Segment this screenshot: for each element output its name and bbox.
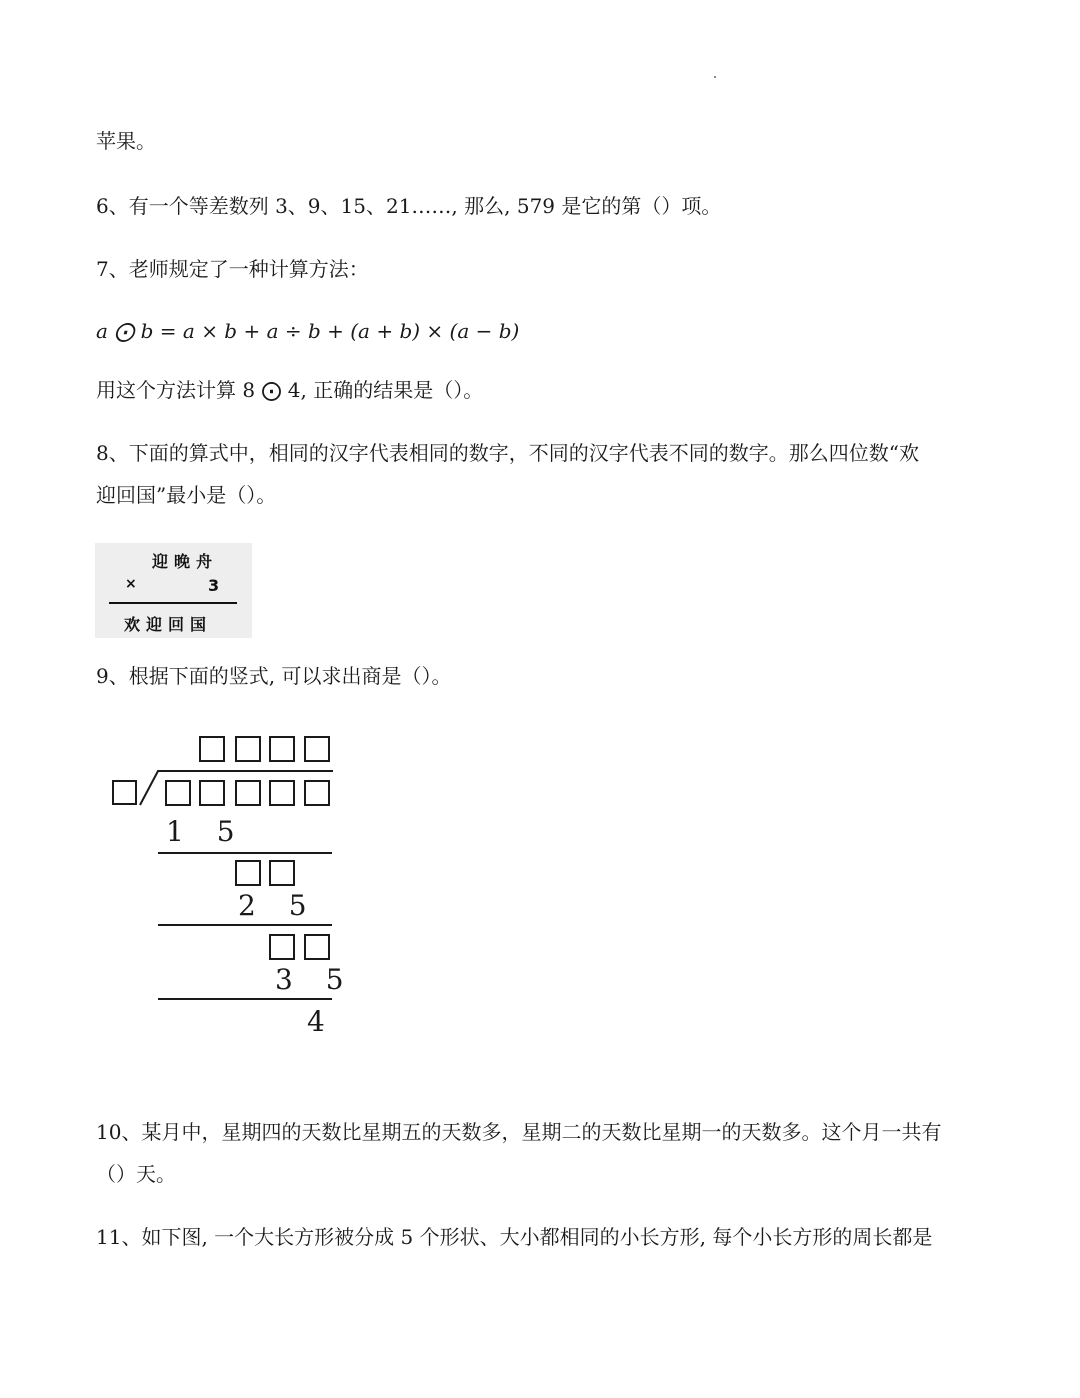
question-7-formula: a ⨀ b = a × b + a ÷ b + (a + b) × (a − b) <box>96 319 520 343</box>
puzzle-product: 欢迎回国 <box>124 615 213 634</box>
question-8-line-2: 迎回国”最小是（）。 <box>96 483 277 507</box>
puzzle-rule <box>109 602 237 604</box>
q5-tail-text: 苹果。 <box>96 129 156 153</box>
question-6: 6、有一个等差数列 3、9、15、21……, 那么, 579 是它的第（）项。 <box>96 194 722 218</box>
dividend-box <box>236 781 260 805</box>
q9-long-division-figure <box>100 725 356 1045</box>
puzzle-multiplier: 3 <box>208 576 226 595</box>
question-7-question: 用这个方法计算 8 ⨀ 4, 正确的结果是（）。 <box>96 378 484 402</box>
remainder-box <box>305 935 329 959</box>
question-10-line-1: 10、某月中，星期四的天数比星期五的天数多，星期二的天数比星期一的天数多。这个月一共有 <box>96 1120 942 1144</box>
division-step-2: 2 5 <box>238 889 319 922</box>
dividend-box <box>270 781 294 805</box>
puzzle-multiplicand: 迎晚舟 <box>152 552 219 571</box>
quotient-box <box>270 737 294 761</box>
scan-dot <box>714 76 716 78</box>
division-step-1: 1 5 <box>166 815 247 848</box>
question-7-intro: 7、老师规定了一种计算方法： <box>96 257 369 281</box>
remainder-box <box>270 935 294 959</box>
divisor-box <box>113 781 136 804</box>
dividend-box <box>305 781 329 805</box>
question-8-line-1: 8、下面的算式中，相同的汉字代表相同的数字，不同的汉字代表不同的数字。那么四位数“欢 <box>96 441 919 465</box>
question-11: 11、如下图, 一个大长方形被分成 5 个形状、大小都相同的小长方形, 每个小长方形的周长都是 <box>96 1225 933 1249</box>
division-lines <box>100 725 350 1045</box>
remainder-box <box>236 861 260 885</box>
division-step-3: 3 5 <box>275 963 356 996</box>
division-remainder: 4 <box>307 1005 337 1038</box>
quotient-box <box>200 737 224 761</box>
question-10-line-2: （）天。 <box>96 1162 176 1186</box>
quotient-box <box>236 737 260 761</box>
quotient-box <box>305 737 329 761</box>
q8-puzzle-figure <box>95 543 252 638</box>
remainder-box <box>270 861 294 885</box>
dividend-box <box>166 781 190 805</box>
question-9: 9、根据下面的竖式, 可以求出商是（）。 <box>96 664 452 688</box>
puzzle-operator: × <box>125 576 143 592</box>
dividend-box <box>200 781 224 805</box>
